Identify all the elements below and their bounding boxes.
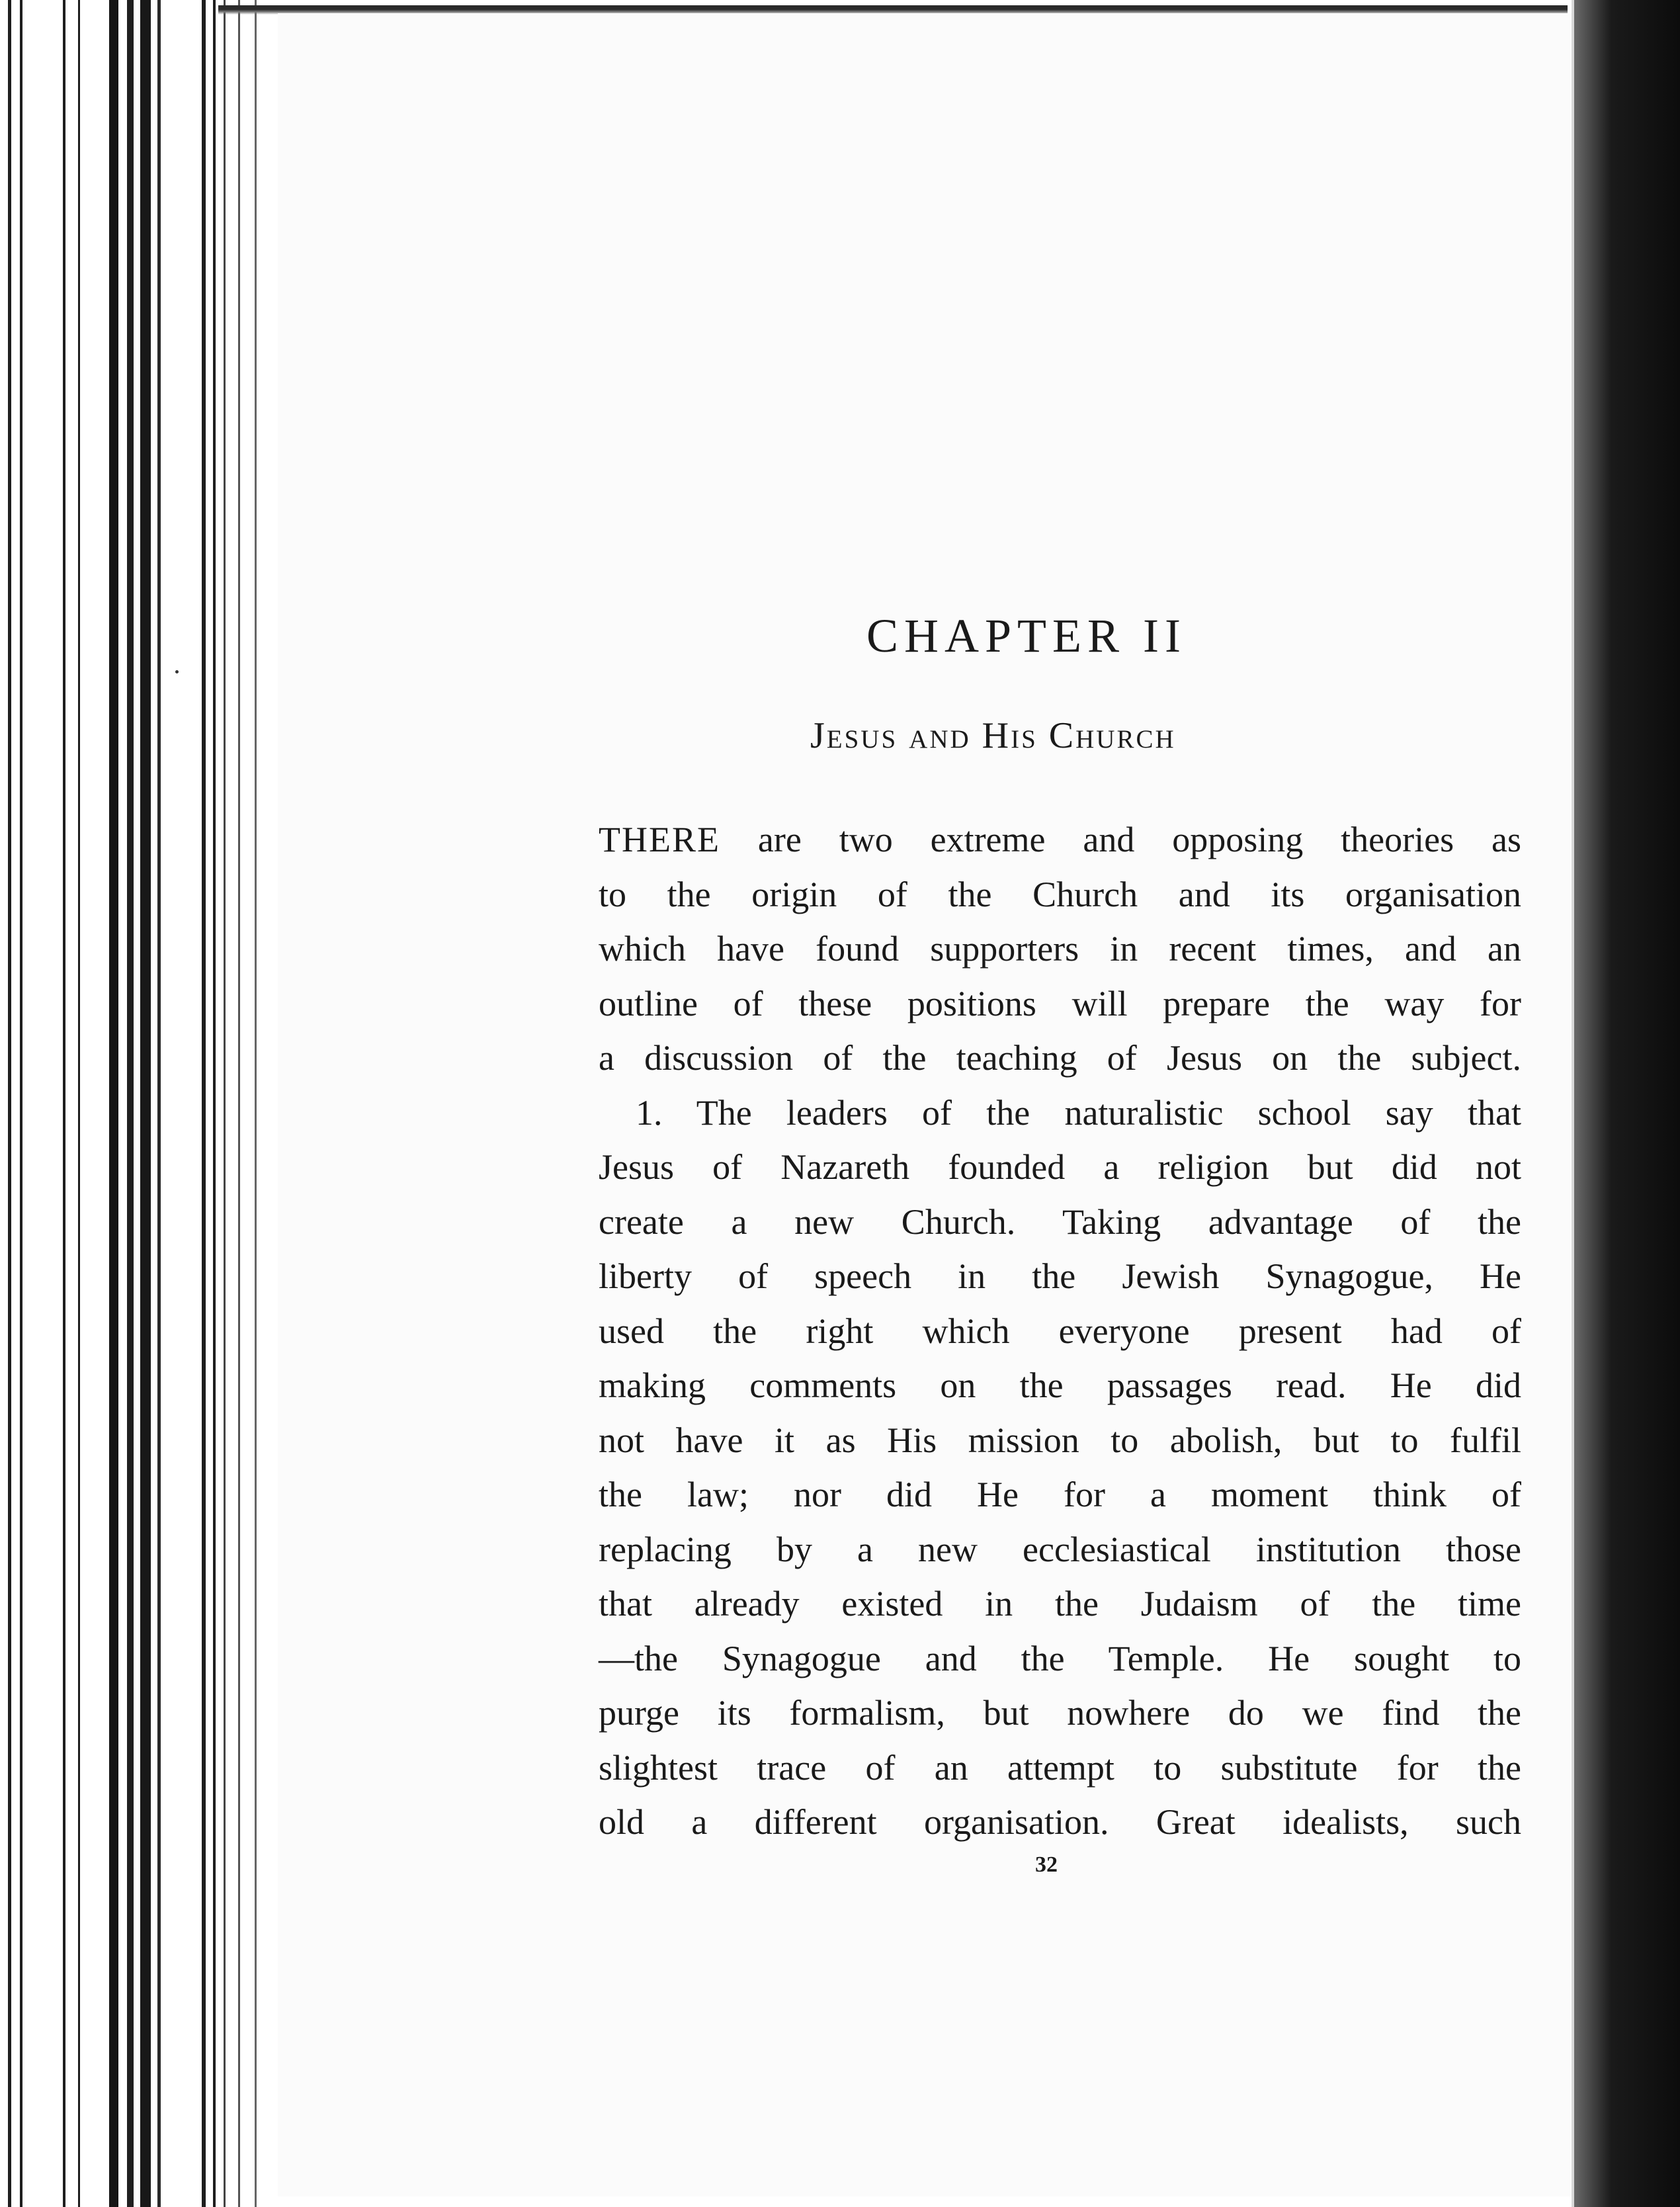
page-edge-line [224,0,226,2207]
page-edge-line [238,0,240,2207]
page-edge-line [78,0,80,2207]
page-edge-line [140,0,151,2207]
drop-lead-word: THERE [599,820,720,859]
text-line: Jesus of Nazareth founded a religion but did not [599,1147,1521,1187]
page-edge-line [63,0,65,2207]
page-edge-line [8,0,11,2207]
page-edge-line [255,0,257,2207]
text-line: to the origin of the Church and its organisation [599,874,1521,914]
text-line: slightest trace of an attempt to substitute for the [599,1747,1521,1788]
text-line: —the Synagogue and the Temple. He sought to [599,1638,1521,1678]
text-line: 1. The leaders of the naturalistic school say that [636,1092,1521,1133]
text-line: THERE are two extreme and opposing theories as [599,820,1522,859]
text-line: which have found supporters in recent times, and an [599,929,1521,969]
page-edge-line [202,0,206,2207]
page-edge-line [157,0,161,2207]
text-line: create a new Church. Taking advantage of the [599,1201,1521,1242]
page-number: 32 [1035,1852,1058,1877]
page-edge-line [213,0,216,2207]
text-line: making comments on the passages read. He did [599,1365,1521,1405]
text-line: not have it as His mission to abolish, but to fulfil [599,1420,1521,1460]
text-line: the law; nor did He for a moment think of [599,1475,1521,1514]
text-line: used the right which everyone present had of [599,1311,1521,1351]
text-line: purge its formalism, but nowhere do we find the [599,1693,1521,1733]
page-edge-line [20,0,22,2207]
text-line: replacing by a new ecclesiastical institution those [599,1529,1521,1569]
text-line: old a different organisation. Great idealists, such [599,1802,1521,1842]
text-line: that already existed in the Judaism of the time [599,1584,1521,1623]
page-edge-line [127,0,134,2207]
paragraph-2 [599,1086,1521,1850]
body-text [599,812,1521,1850]
text-line: liberty of speech in the Jewish Synagogue, He [599,1256,1521,1296]
text-line: outline of these positions will prepare the way for [599,983,1521,1023]
chapter-title: CHAPTER II [866,609,1187,662]
scan-speck [175,670,179,673]
chapter-subtitle: Jesus and His Church [810,715,1176,756]
gutter-shadow [1574,0,1680,2207]
text-line: a discussion of the teaching of Jesus on the subject. [599,1038,1521,1078]
book-page-edges [0,0,278,2207]
paragraph-1 [599,812,1521,1086]
page-edge-line [109,0,118,2207]
